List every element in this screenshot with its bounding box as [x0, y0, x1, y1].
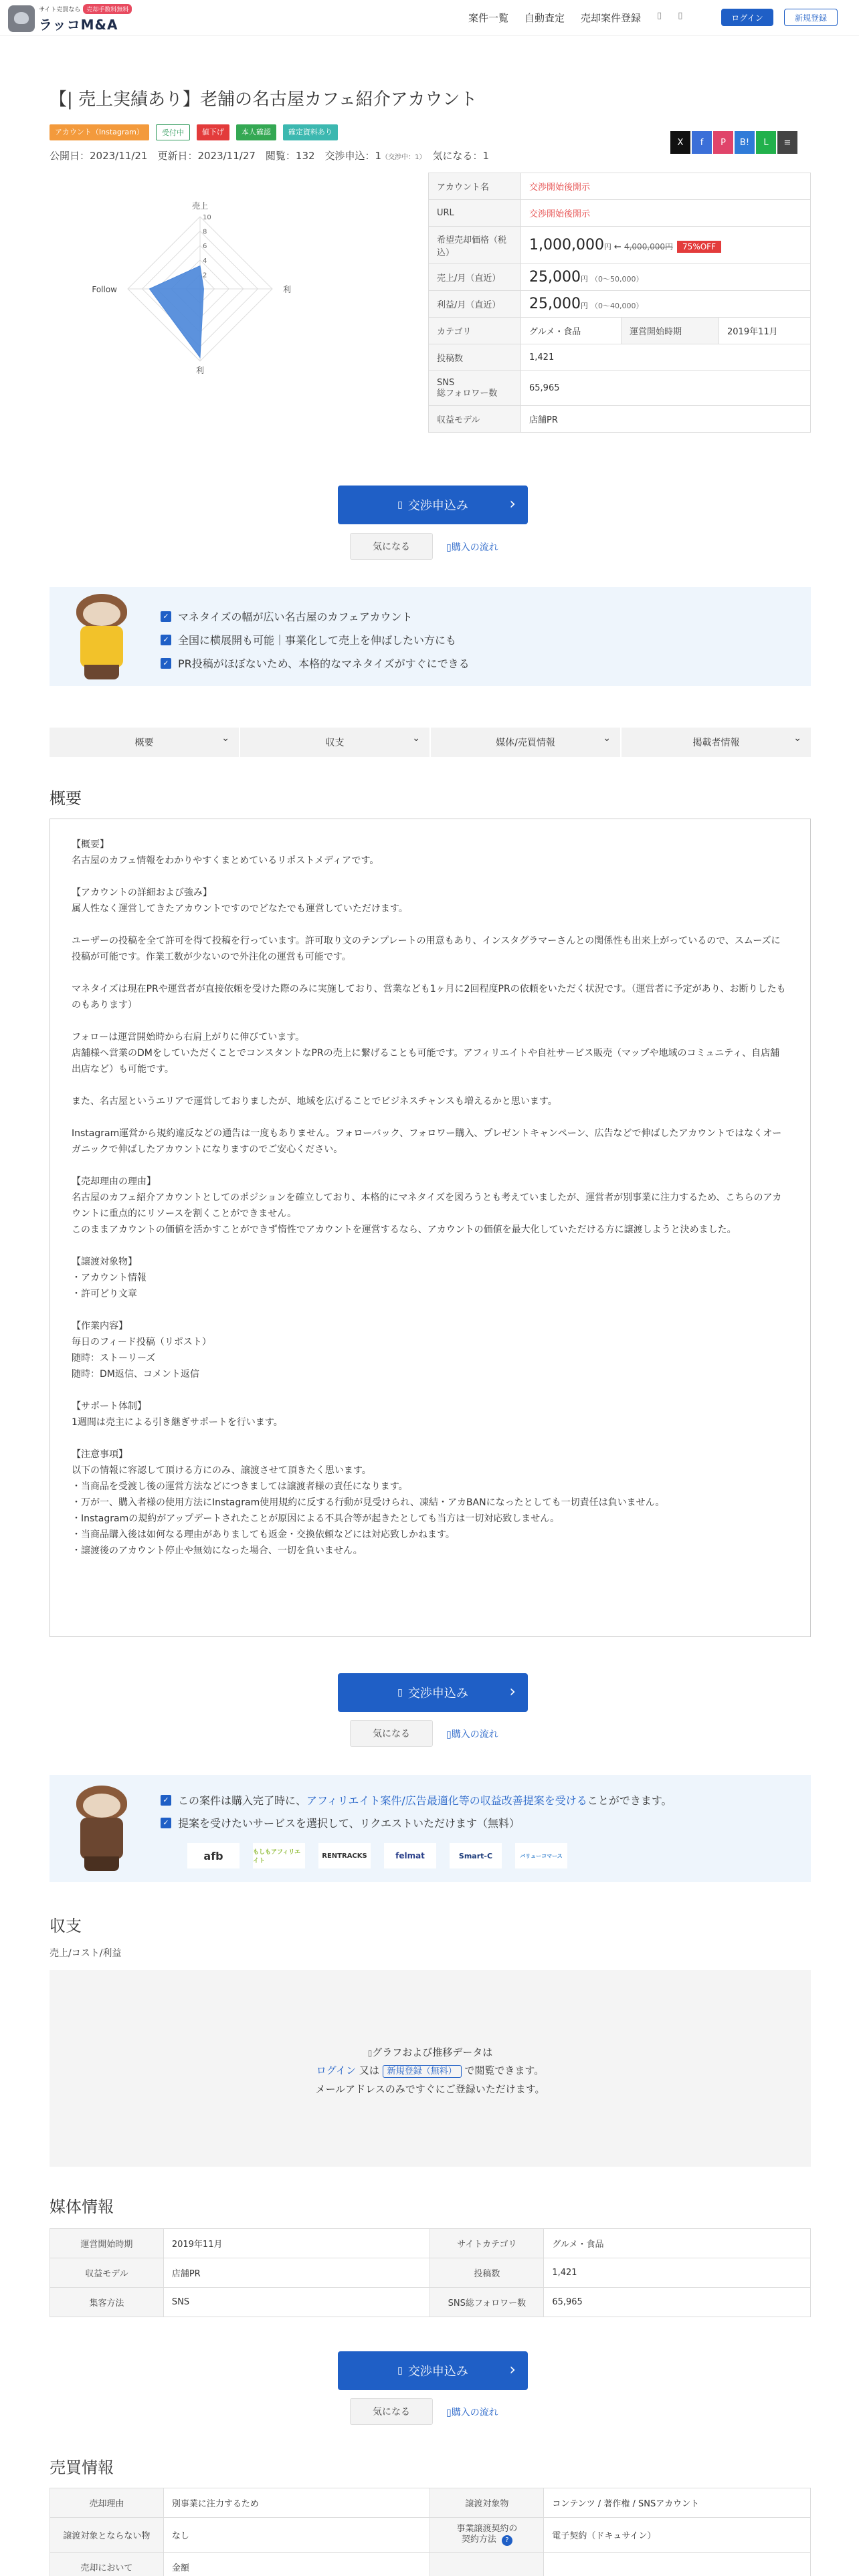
- revenue-heading: 収支: [50, 1917, 82, 1935]
- help-icon[interactable]: ?: [502, 2535, 512, 2546]
- spec-table: [428, 173, 811, 433]
- mail-icon: ▯: [397, 2365, 403, 2376]
- selling-points: [50, 587, 811, 686]
- favorite-button[interactable]: 気になる: [350, 1720, 433, 1747]
- listing-meta: 公開日：2023/11/21 更新日：2023/11/27 閲覧：132 交渉申込：1（交渉中：1） 気になる：1: [50, 150, 490, 162]
- overview-heading: 概要: [50, 789, 82, 808]
- spec-row: アカウント名 交渉開始後開示: [429, 173, 811, 200]
- nav-listings[interactable]: 案件一覧: [468, 12, 509, 24]
- share-buttons: [670, 131, 797, 154]
- smart-c-logo: Smart-C: [450, 1843, 502, 1868]
- purchase-flow-link[interactable]: ▯購入の流れ: [446, 542, 498, 553]
- nav-sell-register[interactable]: 売却案件登録: [581, 12, 642, 24]
- login-link[interactable]: ログイン: [316, 2064, 357, 2076]
- nav-auto-appraisal[interactable]: 自動査定: [524, 12, 565, 24]
- check-icon: ✓: [161, 658, 171, 669]
- overview-description: 【概要】 名古屋のカフェ情報をわかりやすくまとめているリポストメディアです。 【アカウントの詳細および強み】 属人性なく運営してきたアカウントですのでどなたでも運営していただけます。 ユーザーの投稿を全て許可を得て投稿を行っています。許可取り文のテンプレートの用意もあり、インスタグラマーさんとの関係性も出来上がっているので、スムーズに投稿が可能です。作業工数が少ないので外注化の運営も可能です。 マネタイズは現在PRや運営者が直接依頼を受けた際のみに実施しており、営業なども1ヶ月に2回程度PRの依頼をいただく状況です。（運営者に予定があり、お断りしたものもあります） フォローは運営開始時から右肩上がりに伸びています。 店舗様へ営業のDMをしていただくことでコンスタントなPRの売上に繋げることも可能です。アフィリエイトや自社サービス販売（マップや地域のコミュニティ、自店舗出店など）も可能です。 また、名古屋というエリアで運営しておりましたが、地域を広げることでビジネスチャンスも増えるかと思います。 Instagram運営から規約違反などの通告は一度もありません。フォローバック、フォロワー購入、プレゼントキャンペーン、広告などで伸ばしたアカウントではなくオーガニックで伸ばしたアカウントになりますのでご安心ください。 【売却理由の理由】 名古屋のカフェ紹介アカウントとしてのポジションを確立しており、本格的にマネタイズを図ろうとも考えていましたが、運営者が別事業に注力するため、こちらのアカウントに重点的にリソースを割くことができません。 このままアカウントの価値を活かすことができず惰性でアカウントを運営するなら、アカウントの価値を最大化していただける方に譲渡しようと決めました。 【譲渡対象物】 ・アカウント情報 ・許可どり文章 【作業内容】 毎日のフィード投稿（リポスト） 随時：ストーリーズ 随時：DM返信、コメント返信 【サポート体制】 1週間は売主による引き継ぎサポートを行います。 【注意事項】 以下の情報に容認して頂ける方にのみ、譲渡させて頂きたく思います。 ・当商品を受渡し後の運営方法などにつきましては譲渡者様の責任になります。 ・万が一、購入者様の使用方法にInstagram使用規約に反する行動が見受けられ、凍結・アカBANになったとしても一切責任は負いません。 ・Instagramの規約がアップデートされたことが原因による不具合等が起きたとしても当方は一切対応致しません。 ・当商品購入後は如何なる理由がありましても返金・交換依頼などには対応致しかねます。 ・譲渡後のアカウント停止や無効になった場合、一切を負いません。: [50, 819, 811, 1637]
- spec-row: カテゴリ グルメ・食品 運営開始時期 2019年11月: [429, 318, 811, 344]
- lock-icon: ▯: [367, 2048, 373, 2058]
- register-button[interactable]: 新規登録: [784, 9, 838, 26]
- original-price: 4,000,000円: [624, 242, 674, 251]
- felmat-logo: felmat: [384, 1843, 436, 1868]
- tag-instagram: アカウント（Instagram）: [50, 124, 149, 140]
- tag-price-down: 値下げ: [197, 124, 229, 140]
- section-tabs: [50, 728, 811, 757]
- hatena-share-icon[interactable]: B!: [735, 131, 755, 154]
- tag-identity-verified: 本人確認: [236, 124, 276, 140]
- asp-logos: [187, 1843, 567, 1868]
- otter-logo-icon: [8, 5, 35, 32]
- radar-tick-label: 2: [203, 272, 207, 280]
- moshimo-logo: もしもアフィリエイト: [253, 1843, 305, 1868]
- radar-axis-label: 売上: [191, 201, 209, 211]
- valuecommerce-logo: バリューコマース: [515, 1843, 567, 1868]
- affiliate-box: ✓ この案件は購入完了時に、 アフィリエイト案件/広告最適化等の収益改善提案を受ける ことができます。 ✓ 提案を受けたいサービスを選択して、リクエストいただけます（無料） afb もしもアフィリエイト RENTRACKS felmat Smart-C バリューコマース: [50, 1775, 811, 1882]
- tag-accepting: 受付中: [156, 124, 190, 140]
- check-icon: ✓: [161, 635, 171, 645]
- discount-badge: 75%OFF: [677, 241, 721, 253]
- tab-seller[interactable]: 掲載者情報 ⌄: [622, 728, 811, 757]
- tab-overview[interactable]: 概要 ⌄: [50, 728, 239, 757]
- spec-row: 投稿数 1,421: [429, 344, 811, 371]
- spec-row: URL 交渉開始後開示: [429, 200, 811, 227]
- info-icon: ▯: [446, 1729, 452, 1740]
- table-row: 運営開始時期 2019年11月 サイトカテゴリ グルメ・食品: [50, 2229, 811, 2258]
- logo-badge: 売却手数料無料: [83, 4, 132, 14]
- mail-icon: ▯: [397, 1687, 403, 1698]
- table-row: 売却において 金額: [50, 2553, 811, 2576]
- negotiate-button[interactable]: ▯ 交渉申込み ›: [338, 2351, 528, 2390]
- pocket-share-icon[interactable]: P: [713, 131, 733, 154]
- trade-heading: 売買情報: [50, 2458, 114, 2477]
- register-free-button[interactable]: 新規登録（無料）: [383, 2065, 462, 2078]
- media-heading: 媒体情報: [50, 2197, 114, 2216]
- favorite-button[interactable]: 気になる: [350, 2398, 433, 2425]
- tag-confirmed-docs: 確定資料あり: [283, 124, 338, 140]
- media-table: [50, 2228, 811, 2317]
- logo-name: ラッコM&A: [39, 17, 118, 33]
- x-share-icon[interactable]: X: [670, 131, 690, 154]
- copy-share-icon[interactable]: ≡: [777, 131, 797, 154]
- radar-axis-label: 利: [283, 285, 292, 294]
- info-icon: ▯: [446, 2407, 452, 2418]
- purchase-flow-link[interactable]: ▯購入の流れ: [446, 2407, 498, 2418]
- purchase-flow-link[interactable]: ▯購入の流れ: [446, 1729, 498, 1740]
- listing-tags: [50, 124, 338, 140]
- site-logo[interactable]: [8, 4, 132, 33]
- trade-table: [50, 2488, 811, 2576]
- afb-logo: afb: [187, 1843, 240, 1868]
- check-icon: ✓: [161, 1818, 171, 1828]
- tab-revenue[interactable]: 収支 ⌄: [240, 728, 430, 757]
- radar-tick-label: 6: [203, 243, 207, 251]
- otter-mascot-icon: [66, 1784, 136, 1875]
- spec-row: 希望売却価格（税込） 1,000,000円 ← 4,000,000円 75%OFF: [429, 227, 811, 264]
- spec-row: 売上/月（直近） 25,000円 （0～50,000）: [429, 264, 811, 291]
- line-share-icon[interactable]: L: [756, 131, 776, 154]
- table-row: 譲渡対象とならない物 なし 事業譲渡契約の 契約方法 ? 電子契約（ドキュサイン）: [50, 2518, 811, 2553]
- revenue-locked-area: ▯グラフおよび推移データは ログイン 又は 新規登録（無料） で閲覧できます。 メールアドレスのみですぐにご登録いただけます。: [50, 1970, 811, 2167]
- main-nav: [468, 11, 682, 25]
- radar-tick-label: 4: [203, 257, 207, 265]
- rentracks-logo: RENTRACKS: [318, 1843, 371, 1868]
- spec-row: 利益/月（直近） 25,000円 （0～40,000）: [429, 291, 811, 318]
- table-row: 売却理由 別事業に注力するため 譲渡対象物 コンテンツ / 著作権 / SNSアカウント: [50, 2488, 811, 2518]
- affiliate-proposal-link[interactable]: アフィリエイト案件/広告最適化等の収益改善提案を受ける: [306, 1794, 587, 1807]
- info-icon: ▯: [446, 542, 452, 553]
- radar-tick-label: 10: [203, 214, 211, 221]
- check-icon: ✓: [161, 1795, 171, 1806]
- negotiate-button[interactable]: ▯ 交渉申込み ›: [338, 1673, 528, 1712]
- radar-data-area: [149, 265, 203, 357]
- otter-mascot-icon: [66, 593, 136, 683]
- heart-icon[interactable]: ▯: [678, 11, 683, 21]
- radar-axis-label: Follow: [92, 285, 117, 294]
- negotiate-button[interactable]: ▯ 交渉申込み ›: [338, 486, 528, 524]
- tab-media-trade[interactable]: 媒体/売買情報 ⌄: [431, 728, 620, 757]
- check-icon: ✓: [161, 611, 171, 622]
- selling-point: ✓ 全国に横展開も可能｜事業化して売上を伸ばしたい方にも: [161, 628, 470, 651]
- asking-price: 1,000,000: [529, 237, 604, 253]
- listing-title: 【| 売上実績あり】老舗の名古屋カフェ紹介アカウント: [50, 90, 478, 110]
- spec-row: 収益モデル 店舗PR: [429, 406, 811, 433]
- selling-point: ✓ マネタイズの幅が広い名古屋のカフェアカウント: [161, 605, 470, 628]
- radar-tick-label: 8: [203, 228, 207, 236]
- site-header: [0, 0, 859, 36]
- login-button[interactable]: ログイン: [721, 9, 773, 26]
- radar-axis-label: 利: [195, 366, 205, 375]
- revenue-subheading: 売上/コスト/利益: [50, 1948, 122, 1959]
- logo-tagline: サイト売買なら: [39, 7, 81, 13]
- selling-point: ✓ PR投稿がほぼないため、本格的なマネタイズがすぐにできる: [161, 651, 470, 675]
- table-row: 収益モデル 店舗PR 投稿数 1,421: [50, 2258, 811, 2288]
- spec-row: SNS 総フォロワー数 65,965: [429, 371, 811, 406]
- table-row: 集客方法 SNS SNS総フォロワー数 65,965: [50, 2288, 811, 2317]
- radar-chart: [50, 167, 411, 421]
- favorite-button[interactable]: 気になる: [350, 533, 433, 560]
- mail-icon: ▯: [397, 500, 403, 510]
- bell-icon[interactable]: ▯: [657, 11, 662, 21]
- facebook-share-icon[interactable]: f: [692, 131, 712, 154]
